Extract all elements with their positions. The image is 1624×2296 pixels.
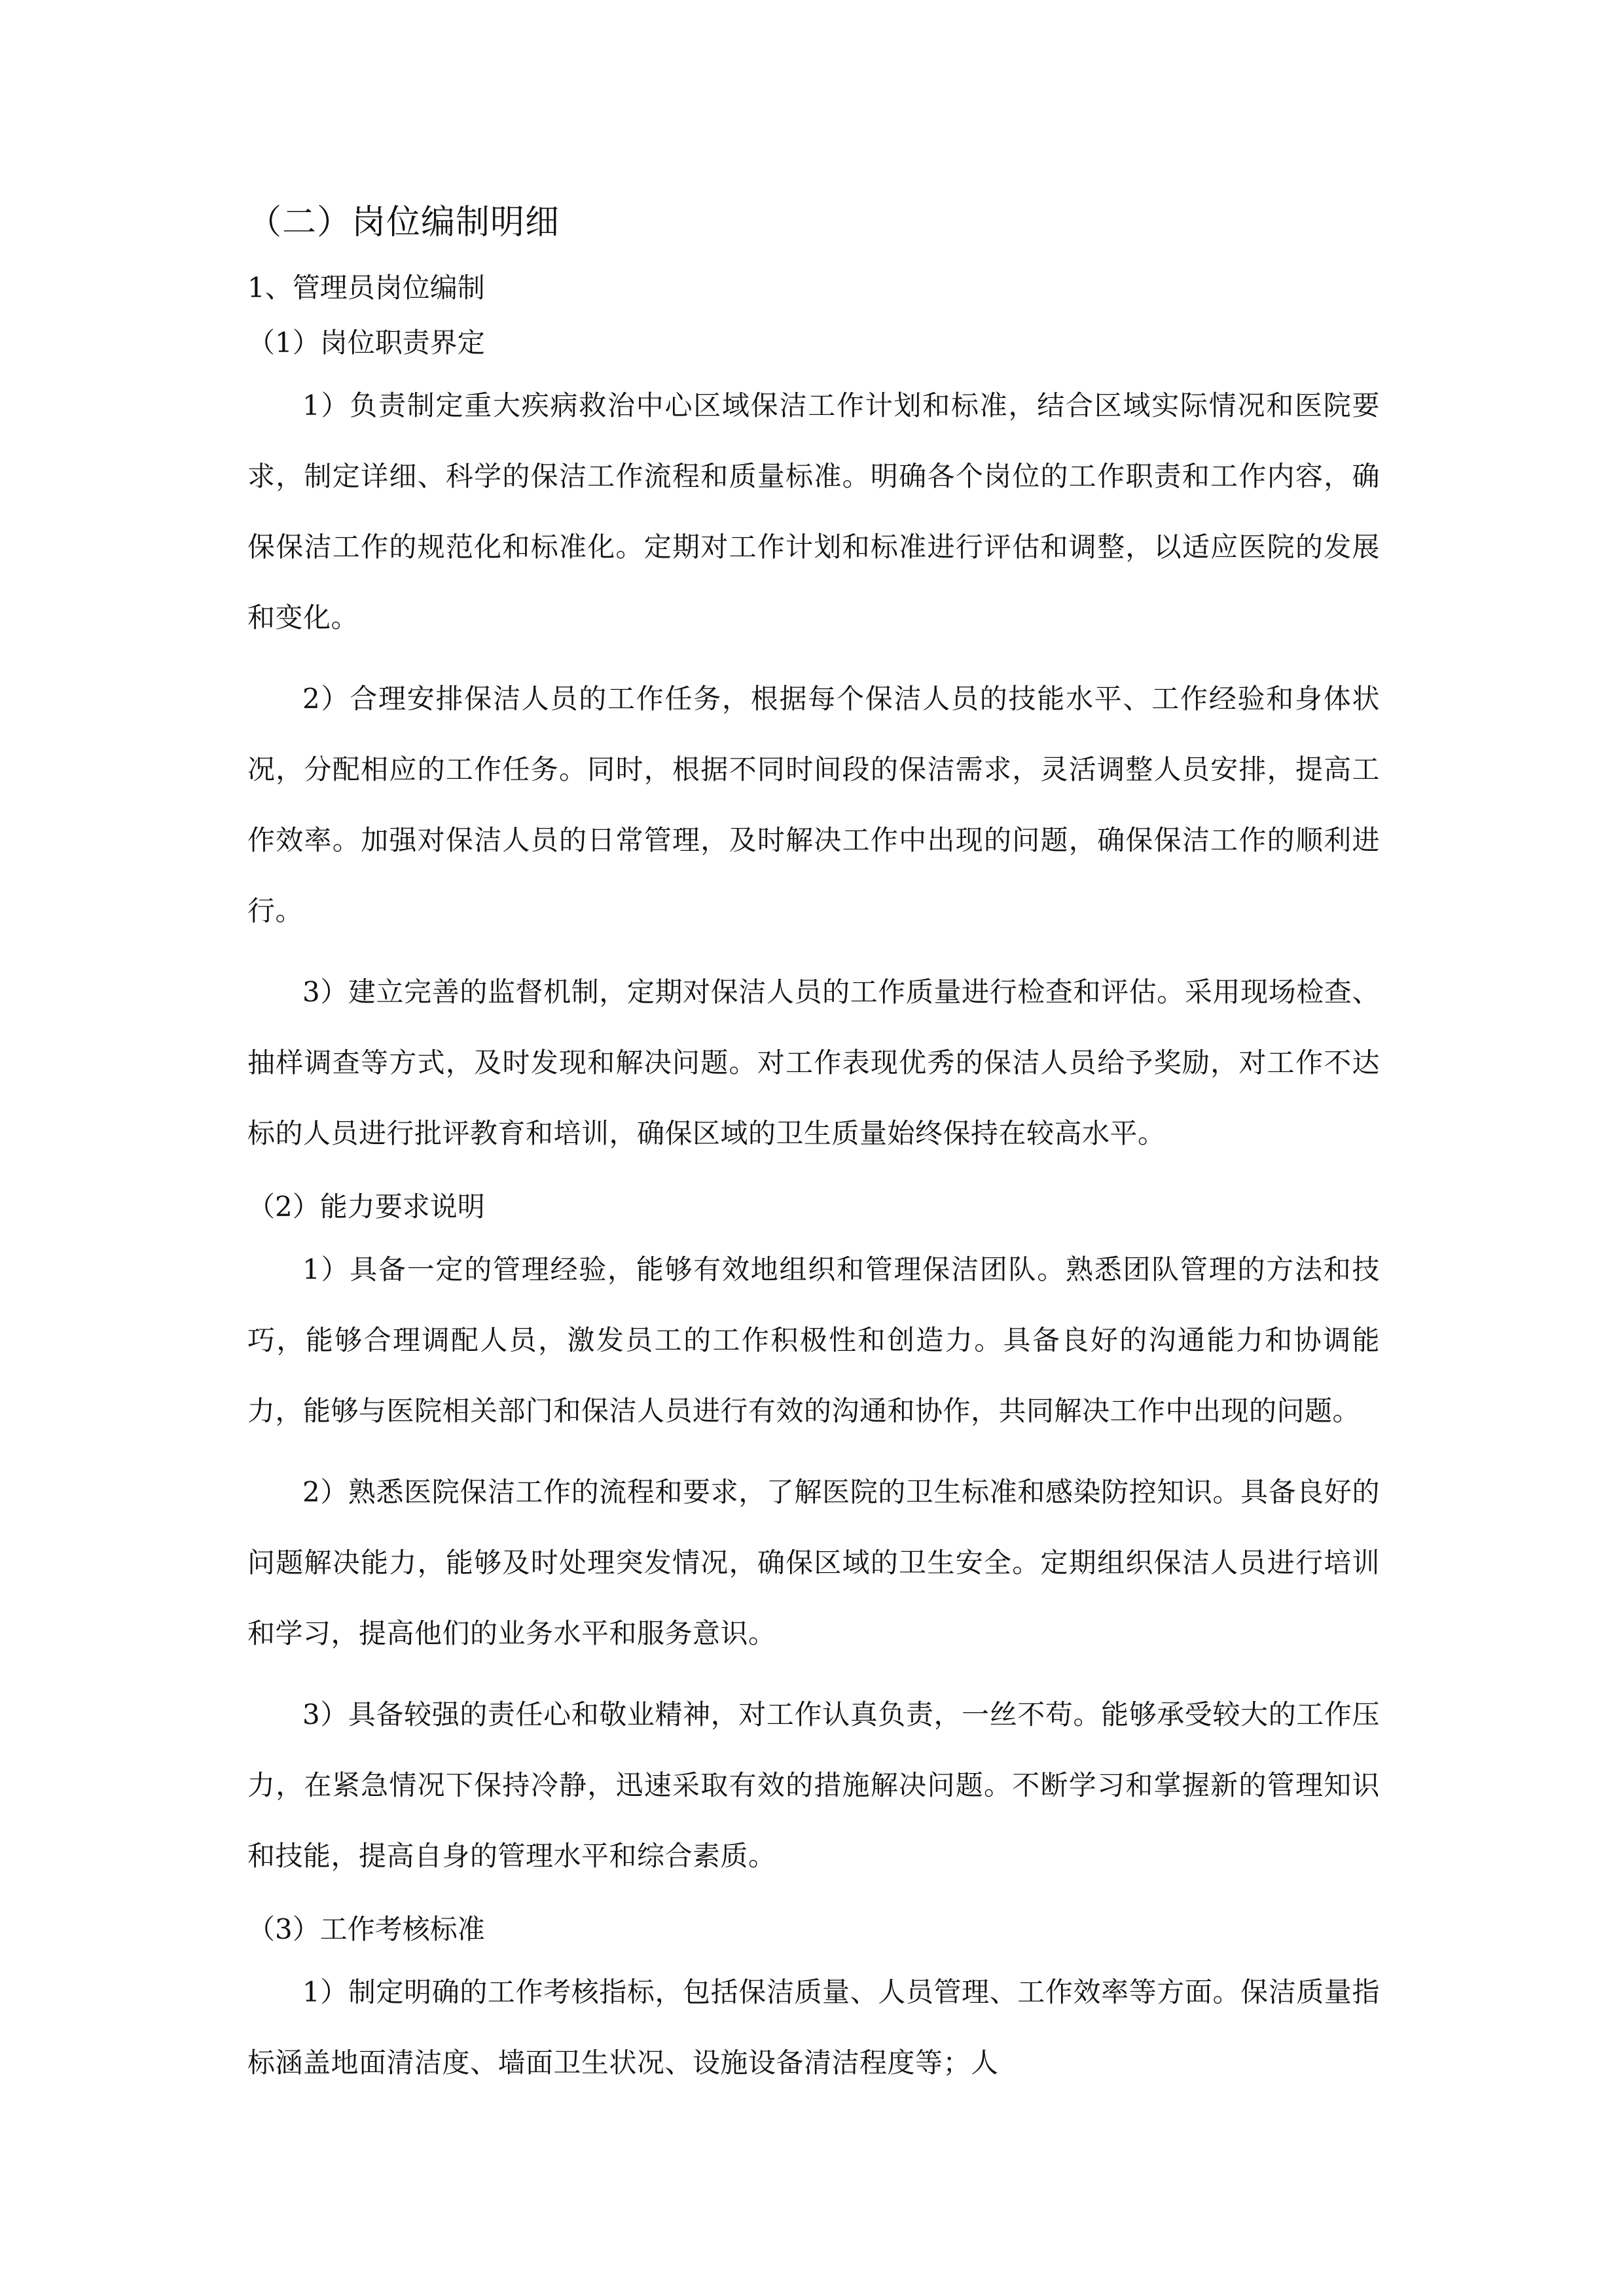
paragraph: 2）熟悉医院保洁工作的流程和要求，了解医院的卫生标准和感染防控知识。具备良好的问题解决能力，能够及时处理突发情况，确保区域的卫生安全。定期组织保洁人员进行培训和学习，提高他们的业务水平和服务意识。 (247, 1476, 1380, 1649)
paragraph: 1）具备一定的管理经验，能够有效地组织和管理保洁团队。熟悉团队管理的方法和技巧，能够合理调配人员，激发员工的工作积极性和创造力。具备良好的沟通能力和协调能力，能够与医院相关部门和保洁人员进行有效的沟通和协作，共同解决工作中出现的问题。 (247, 1253, 1380, 1427)
section-title-assessment-standards: （3）工作考核标准 (247, 1913, 485, 1945)
paragraph: 1）负责制定重大疾病救治中心区域保洁工作计划和标准，结合区域实际情况和医院要求，制定详细、科学的保洁工作流程和质量标准。明确各个岗位的工作职责和工作内容，确保保洁工作的规范化和标准化。定期对工作计划和标准进行评估和调整，以适应医院的发展和变化。 (247, 389, 1380, 634)
paragraph: 2）合理安排保洁人员的工作任务，根据每个保洁人员的技能水平、工作经验和身体状况，分配相应的工作任务。同时，根据不同时间段的保洁需求，灵活调整人员安排，提高工作效率。加强对保洁人员的日常管理，及时解决工作中出现的问题，确保保洁工作的顺利进行。 (247, 683, 1380, 927)
subsection-heading: 1、管理员岗位编制 (247, 272, 485, 304)
paragraph: 3）建立完善的监督机制，定期对保洁人员的工作质量进行检查和评估。采用现场检查、抽样调查等方式，及时发现和解决问题。对工作表现优秀的保洁人员给予奖励，对工作不达标的人员进行批评教育和培训，确保区域的卫生质量始终保持在较高水平。 (247, 976, 1380, 1149)
paragraph: 1）制定明确的工作考核指标，包括保洁质量、人员管理、工作效率等方面。保洁质量指标涵盖地面清洁度、墙面卫生状况、设施设备清洁程度等；人 (247, 1976, 1380, 2079)
paragraph: 3）具备较强的责任心和敬业精神，对工作认真负责，一丝不苟。能够承受较大的工作压力，在紧急情况下保持冷静，迅速采取有效的措施解决问题。不断学习和掌握新的管理知识和技能，提高自身的管理水平和综合素质。 (247, 1698, 1380, 1872)
document-body (247, 196, 1380, 2104)
section-heading: （二）岗位编制明细 (247, 203, 560, 242)
section-title-responsibilities: （1）岗位职责界定 (247, 327, 485, 359)
section-title-ability-requirements: （2）能力要求说明 (247, 1191, 485, 1223)
